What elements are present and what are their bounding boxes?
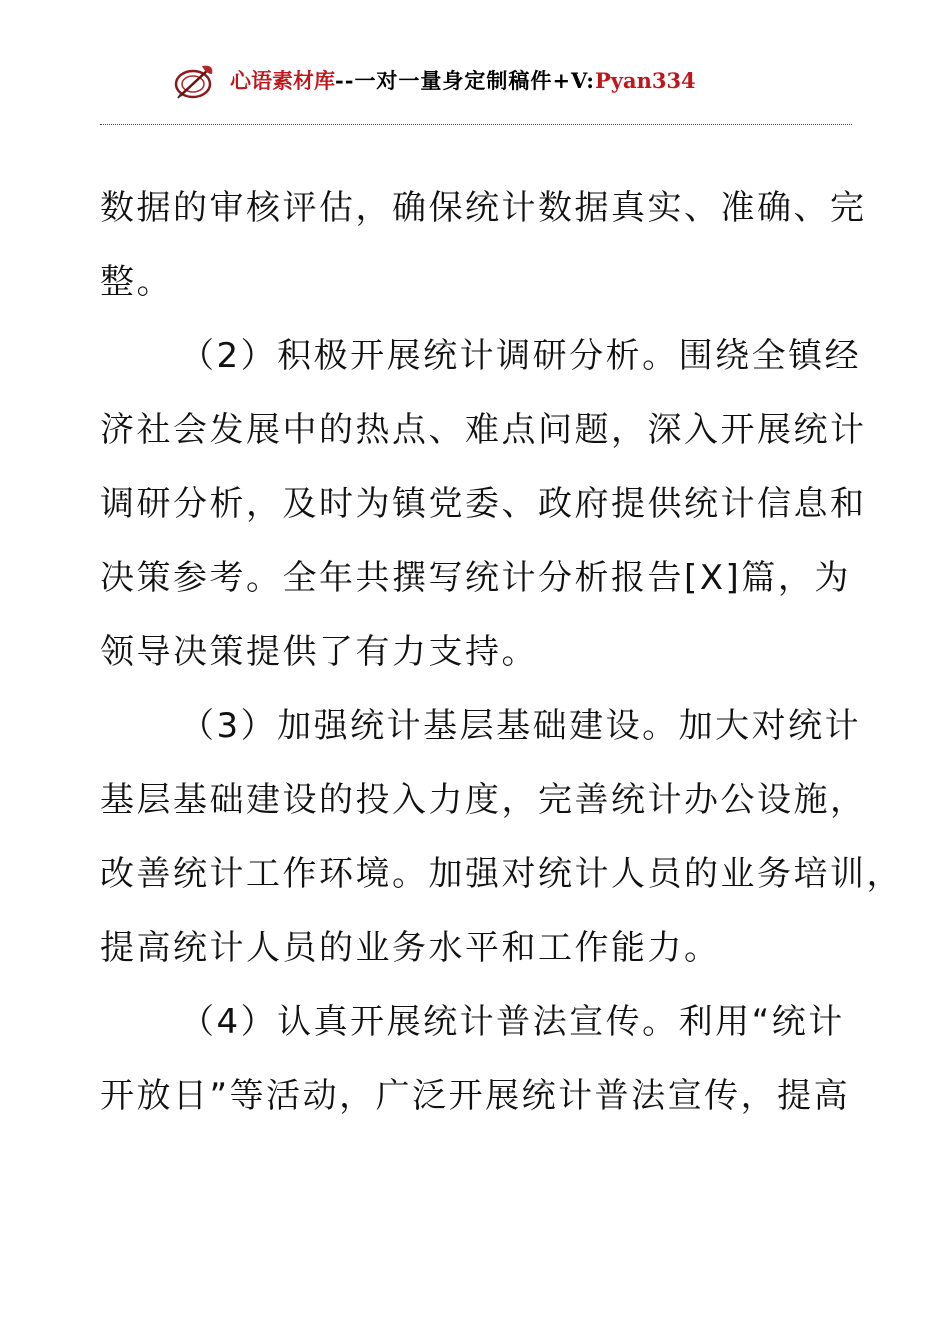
paragraph-heading-2: （2）积极开展统计调研分析。围绕全镇经 [180,336,862,376]
paragraph-heading-4: （4）认真开展统计普法宣传。利用“统计 [180,1002,845,1042]
paragraph-heading-3: （3）加强统计基层基础建设。加大对统计 [180,706,862,746]
text-line: 济社会发展中的热点、难点问题，深入开展统计 [100,410,867,450]
contact-id: Pyan334 [594,68,696,93]
page-header [0,0,950,126]
text-line: 提高统计人员的业务水平和工作能力。 [100,928,721,968]
header-title [230,64,696,98]
document-body [100,178,903,1140]
text-line: 决策参考。全年共撰写统计分析报告[X]篇，为 [100,558,851,598]
text-line: 领导决策提供了有力支持。 [100,632,538,672]
brand-name: 心语素材库 [230,68,335,93]
contact-prefix: +V: [552,68,595,93]
text-line: 基层基础建设的投入力度，完善统计办公设施， [100,780,867,820]
text-line: 整。 [100,262,173,302]
text-line: 改善统计工作环境。加强对统计人员的业务培训， [100,854,903,894]
text-line: 开放日”等活动，广泛开展统计普法宣传，提高 [100,1076,851,1116]
header-slogan: 一对一量身定制稿件 [354,68,553,93]
text-line: 调研分析，及时为镇党委、政府提供统计信息和 [100,484,867,524]
header-separator: -- [335,68,355,93]
header-divider [100,124,852,125]
feather-pen-logo-icon [172,62,218,102]
text-line: 数据的审核评估，确保统计数据真实、准确、完 [100,188,867,228]
